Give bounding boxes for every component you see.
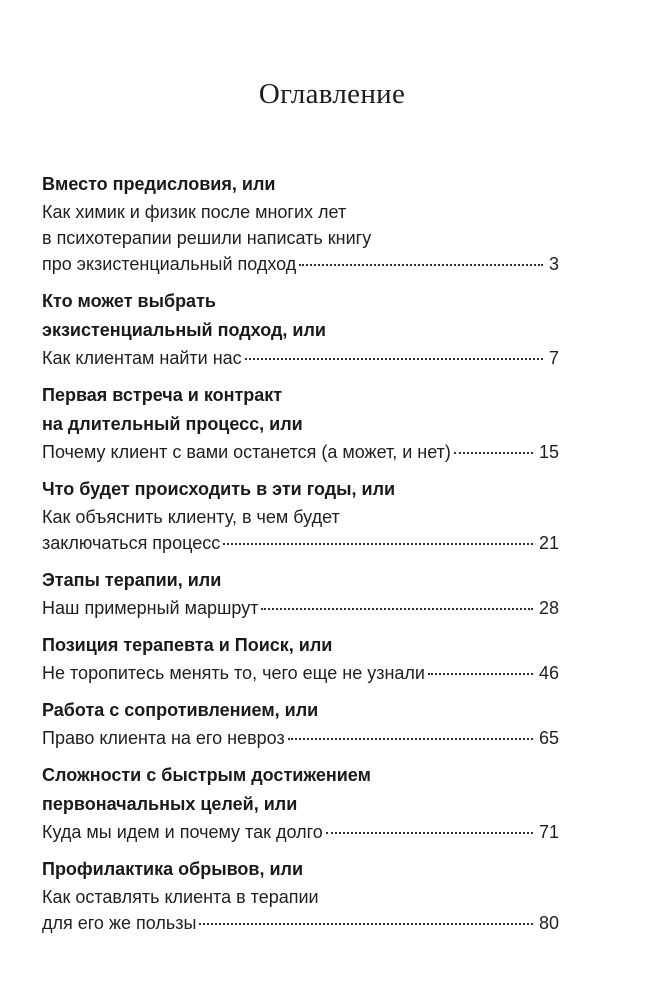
dot-leader <box>454 452 533 454</box>
toc-entry-subtitle: Как химик и физик после многих лет <box>42 202 347 222</box>
toc-entry-line <box>42 530 559 556</box>
toc-entry-title: Первая встреча и контракт <box>42 385 283 405</box>
dot-leader <box>223 543 533 545</box>
dot-leader <box>261 608 532 610</box>
toc-entry[interactable] <box>42 855 559 936</box>
toc-entry-title: Что будет происходить в эти годы, или <box>42 479 396 499</box>
page-number: 28 <box>538 598 559 618</box>
toc-entry[interactable] <box>42 631 559 686</box>
dot-leader <box>299 264 543 266</box>
toc-entry-subtitle: Как объяснить клиенту, в чем будет <box>42 507 340 527</box>
toc-entry-line <box>42 345 559 371</box>
toc-entry[interactable] <box>42 566 559 621</box>
toc-entry-subtitle: Как оставлять клиента в терапии <box>42 887 319 907</box>
toc-entry-title: Профилактика обрывов, или <box>42 859 304 879</box>
toc-entry-title: экзистенциальный подход, или <box>42 320 326 340</box>
toc-entry-title: Кто может выбрать <box>42 291 216 311</box>
page-number: 15 <box>538 442 559 462</box>
dot-leader <box>326 832 533 834</box>
page-number: 46 <box>538 663 559 683</box>
toc-entry[interactable] <box>42 381 559 465</box>
toc-entry[interactable] <box>42 761 559 845</box>
toc-entry-line <box>42 660 559 686</box>
toc-entry-subtitle: Наш примерный маршрут <box>42 598 259 618</box>
toc-entry[interactable] <box>42 696 559 751</box>
page-number: 3 <box>548 254 559 274</box>
page-number: 80 <box>538 913 559 933</box>
toc-entry-line <box>42 595 559 621</box>
toc-entry-subtitle: Куда мы идем и почему так долго <box>42 822 323 842</box>
toc-entry-title: Вместо предисловия, или <box>42 174 276 194</box>
dot-leader <box>199 923 533 925</box>
page-number: 71 <box>538 822 559 842</box>
toc-entry-title: Работа с сопротивлением, или <box>42 700 319 720</box>
toc-entry-subtitle: в психотерапии решили написать книгу <box>42 228 372 248</box>
toc-entry-line <box>42 725 559 751</box>
toc-entry-title: Позиция терапевта и Поиск, или <box>42 635 333 655</box>
toc-entry-line <box>42 439 559 465</box>
toc-entry-title: Сложности с быстрым достижением <box>42 765 371 785</box>
toc-entry[interactable] <box>42 475 559 556</box>
toc-entry-line <box>42 251 559 277</box>
table-of-contents <box>42 170 559 946</box>
toc-entry-title: на длительный процесс, или <box>42 414 303 434</box>
dot-leader <box>245 358 543 360</box>
toc-entry-subtitle: Почему клиент с вами останется (а может, и нет) <box>42 442 451 462</box>
toc-entry-line <box>42 819 559 845</box>
page-number: 7 <box>548 348 559 368</box>
page-title: Оглавление <box>258 78 406 110</box>
toc-entry-subtitle: Как клиентам найти нас <box>42 348 242 368</box>
page-number: 21 <box>538 533 559 553</box>
toc-entry-title: Этапы терапии, или <box>42 570 222 590</box>
toc-entry-subtitle: Право клиента на его невроз <box>42 728 285 748</box>
page-number: 65 <box>538 728 559 748</box>
toc-entry-subtitle: заключаться процесс <box>42 533 221 553</box>
toc-entry-title: первоначальных целей, или <box>42 794 298 814</box>
toc-entry[interactable] <box>42 287 559 371</box>
toc-entry-line <box>42 910 559 936</box>
toc-entry-subtitle: Не торопитесь менять то, чего еще не узнали <box>42 663 425 683</box>
toc-entry[interactable] <box>42 170 559 277</box>
toc-entry-subtitle: для его же пользы <box>42 913 197 933</box>
dot-leader <box>428 673 533 675</box>
dot-leader <box>288 738 533 740</box>
toc-entry-subtitle: про экзистенциальный подход <box>42 254 297 274</box>
